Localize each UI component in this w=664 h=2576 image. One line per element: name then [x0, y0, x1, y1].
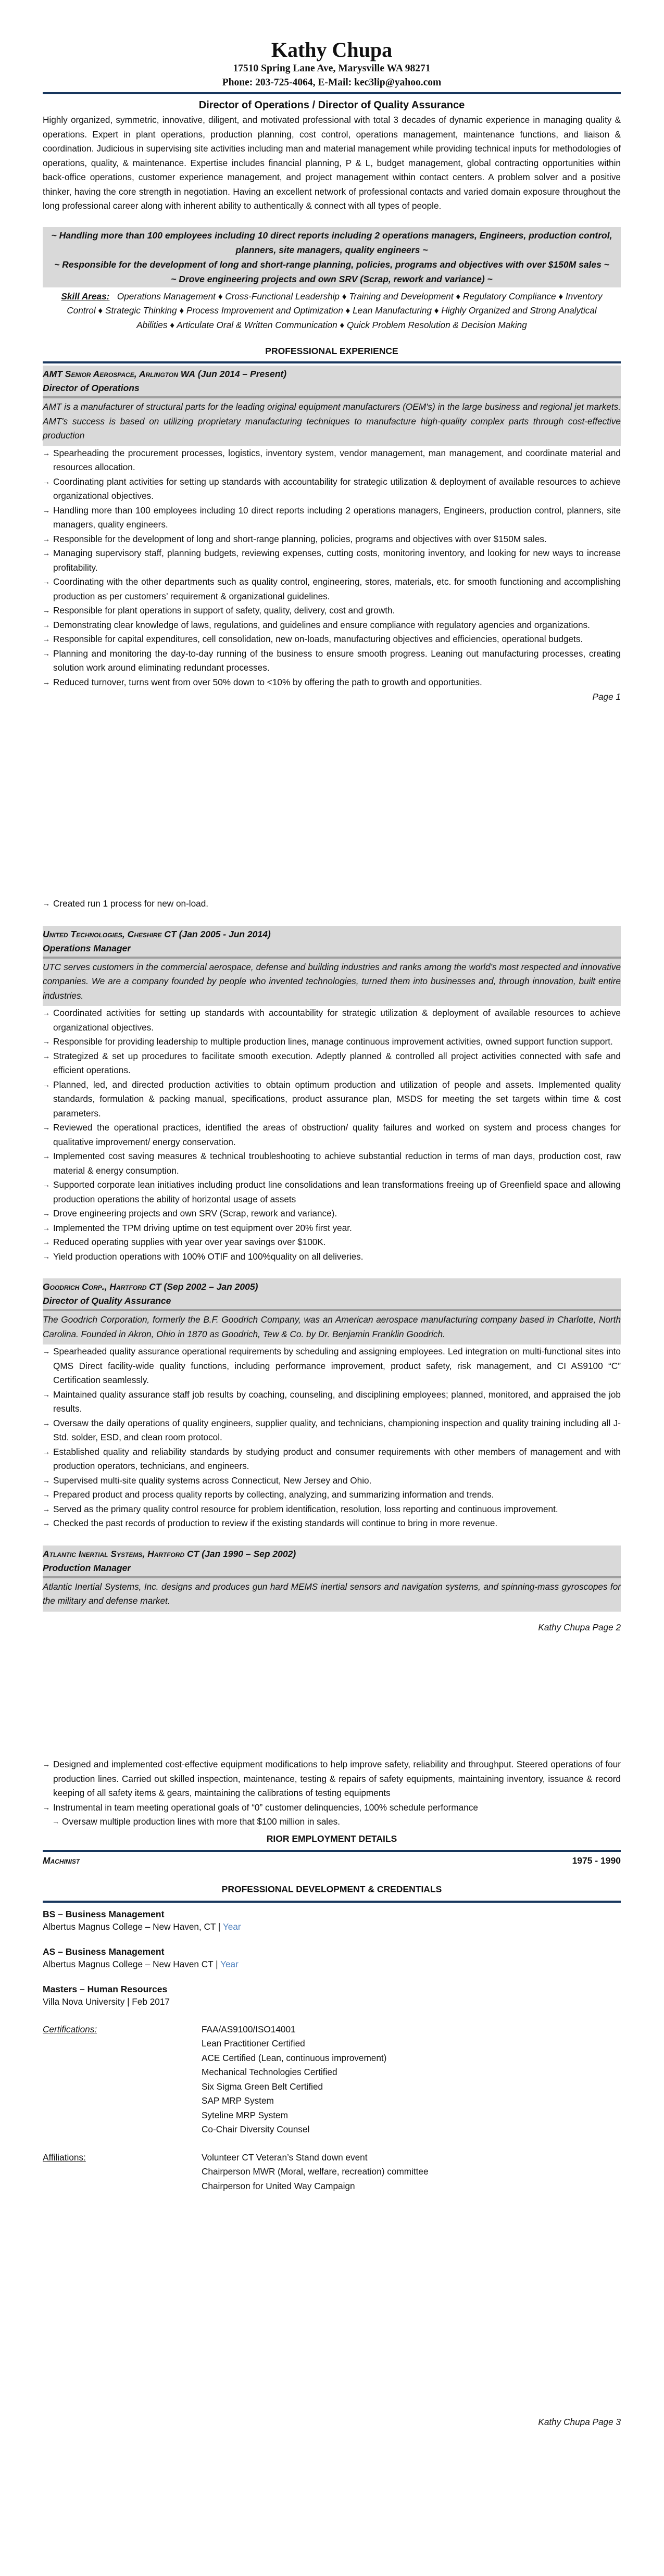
company-line [43, 927, 621, 941]
arrow-icon: → [43, 1390, 50, 1399]
affiliations-label: Affiliations: [43, 2152, 86, 2163]
arrow-icon: → [52, 1817, 59, 1826]
prior-years: 1975 - 1990 [572, 1855, 621, 1866]
bullet-item: → Implemented the TPM driving uptime on test equipment over 20% first year. [43, 1221, 621, 1236]
contact-line: Phone: 203-725-4064, E-Mail: kec3lip@yahoo.com [222, 77, 442, 88]
highlights-box [43, 227, 621, 287]
certification-item: ACE Certified (Lean, continuous improvement) [202, 2052, 387, 2063]
school-line: Villa Nova University | Feb 2017 [43, 1996, 170, 2007]
affiliations-list [202, 2151, 621, 2194]
arrow-icon: → [43, 620, 50, 629]
education-item [43, 1908, 621, 1933]
certifications-block [43, 2022, 621, 2137]
degree-title: AS – Business Management [43, 1946, 165, 1957]
arrow-icon: → [43, 549, 50, 557]
header-divider [43, 92, 621, 94]
arrow-icon: → [43, 1252, 50, 1261]
job-header-goodrich [43, 1278, 621, 1344]
affiliation-item: Chairperson MWR (Moral, welfare, recreation) committee [202, 2166, 429, 2177]
bullet-item: → Yield production operations with 100% OTIF and 100%quality on all deliveries. [43, 1250, 621, 1264]
bullet-item: → Coordinating plant activities for setting up standards with accountability for strategic utilization & deployment of available resources to achieve organizational objectives. [43, 475, 621, 504]
address: 17510 Spring Lane Ave, Marysville WA 98271 [233, 63, 431, 74]
skill-areas [43, 287, 621, 333]
arrow-icon: → [43, 1347, 50, 1355]
certification-item: Co-Chair Diversity Counsel [202, 2124, 310, 2134]
bullet-item: → Oversaw the daily operations of quality engineers, supplier quality, and technicians, championing inspection and quality training including all J-Std. solder, ESD, and clean room protocol. [43, 1416, 621, 1445]
education-item [43, 1945, 621, 1970]
certification-item: Syteline MRP System [202, 2109, 288, 2120]
arrow-icon: → [43, 1238, 50, 1246]
arrow-icon: → [43, 1476, 50, 1485]
job-role: Production Manager [43, 1562, 131, 1573]
bullet-item: → Planning and monitoring the day-to-day running of the business to ensure smooth progress. Leaning out manufacturing processes, creating solution work around eliminating redundant processes. [43, 647, 621, 675]
summary-paragraph: Highly organized, symmetric, innovative, diligent, and motivated professional with total 3 decades of dynamic experience in managing quality & operations. Expert in plant operations, production planning, cost control, operations management, maintenance functions, and liaison & coordination. Judicious in supervising site activities including man and material management while providing technical inputs for methodologies of operations, quality, & maintenance. Expertise includes financial planning, P & L, budget management, global contracting opportunities within back-office operations, customer experience management, and project management within contact centers. A problem solver and a positive thinker, having the core strength in negotiation. Having an excellent network of professional contacts and varied domain exposure throughout the long professional career along with inherent ability to authentically & connect with all types of people. [43, 115, 621, 211]
job-header-divider [43, 1309, 621, 1311]
company-line [43, 1280, 621, 1294]
bullet-item: → Spearheaded quality assurance operational requirements by scheduling and assigning employees. Led integration on multi-functional sites into QMS Direct facility-wide quality functions, including performance improvement, product safety, risk management, and CI AS9100 “C” Certification seamlessly. [43, 1344, 621, 1388]
company-name: Atlantic Inertial Systems, Hartford CT [43, 1548, 199, 1559]
bullet-item: → Responsible for providing leadership to multiple production lines, manage continuous improvement activities, owned support function support. [43, 1035, 621, 1049]
bullet-item: → Prepared product and process quality reports by collecting, analyzing, and summarizing information and trends. [43, 1488, 621, 1502]
bullet-item: → Supported corporate lean initiatives including product line consolidations and lean transformations freeing up of Greenfield space and allowing production operations the ability of horizontal usage of assets [43, 1178, 621, 1207]
education-item [43, 1983, 621, 2008]
job-bullets [43, 1344, 621, 1531]
job-header-amt [43, 366, 621, 446]
arrow-icon: → [43, 1051, 50, 1060]
school-line: Albertus Magnus College – New Haven CT | Year [43, 1958, 239, 1969]
page-footer-1: Page 1 [592, 692, 621, 702]
bullet-item: → Strategized & set up procedures to facilitate smooth execution. Adeptly planned & controlled all project activities connected with safe and efficient operations. [43, 1049, 621, 1078]
page-footer-2: Kathy Chupa Page 2 [538, 1622, 621, 1632]
bullet-item: → Responsible for the development of long and short-range planning, policies, programs and objectives with over $150M sales. [43, 532, 621, 547]
bullet-item: → Demonstrating clear knowledge of laws, regulations, and guidelines and ensure compliance with regulatory agencies and organizations. [43, 618, 621, 633]
job-bullets-continued [43, 897, 621, 911]
arrow-icon: → [43, 1447, 50, 1456]
degree-title: BS – Business Management [43, 1908, 165, 1919]
arrow-icon: → [43, 1490, 50, 1499]
bullet-item: → Maintained quality assurance staff job results by coaching, counseling, and disciplining employees; planned, monitored, and appraised the job results. [43, 1388, 621, 1416]
arrow-icon: → [43, 1009, 50, 1017]
section-title-credentials: PROFESSIONAL DEVELOPMENT & CREDENTIALS [221, 1883, 442, 1894]
job-role: Operations Manager [43, 943, 131, 953]
affiliation-item: Volunteer CT Veteran’s Stand down event [202, 2152, 368, 2163]
arrow-icon: → [43, 477, 50, 486]
section-divider [43, 1901, 621, 1903]
arrow-icon: → [43, 1123, 50, 1132]
job-dates: (Sep 2002 – Jan 2005) [161, 1281, 258, 1292]
certifications-list [202, 2022, 621, 2137]
bullet-item: → Planned, led, and directed production activities to obtain optimum production and utilization of people and assets. Implemented quality standards, formulation & packing manual, specifications, product assurance plan, MSDS for meeting the set targets within time & cost parameters. [43, 1078, 621, 1121]
school-line: Albertus Magnus College – New Haven, CT | Year [43, 1921, 241, 1932]
arrow-icon: → [43, 606, 50, 614]
sub-bullet-item: → Oversaw multiple production lines with more that $100 million in sales. [43, 1815, 621, 1829]
certification-item: Mechanical Technologies Certified [202, 2067, 337, 2077]
bullet-item: → Handling more than 100 employees including 10 direct reports including 2 operations managers, Engineers, production control, planners, site managers, quality engineers. [43, 504, 621, 532]
company-line [43, 1547, 621, 1561]
prior-role: Machinist [43, 1855, 80, 1866]
arrow-icon: → [43, 448, 50, 457]
resume-page-2 [43, 897, 621, 1635]
job-header-divider [43, 1576, 621, 1578]
page-footer-3: Kathy Chupa Page 3 [538, 2417, 621, 2427]
certification-item: FAA/AS9100/ISO14001 [202, 2024, 296, 2034]
arrow-icon: → [43, 649, 50, 658]
bullet-item: → Coordinating with the other departments such as quality control, engineering, stores, materials, etc. for smooth functioning and accomplishing production as per customers’ requirement & organizational guidelines. [43, 575, 621, 604]
bullet-item: → Established quality and reliability standards by studying product and consumer requirements with other members of management and with production operators, technicians, and engineers. [43, 1445, 621, 1474]
highlight-item: ~ Drove engineering projects and own SRV (Scrap, rework and variance) ~ [171, 273, 493, 284]
job-header-atlantic [43, 1545, 621, 1612]
arrow-icon: → [43, 1209, 50, 1217]
company-line [43, 367, 621, 381]
arrow-icon: → [43, 1180, 50, 1189]
section-title-experience: PROFESSIONAL EXPERIENCE [265, 346, 398, 356]
arrow-icon: → [43, 534, 50, 543]
resume-page-1 [43, 0, 621, 704]
arrow-icon: → [43, 1760, 50, 1768]
affiliations-block [43, 2151, 621, 2194]
arrow-icon: → [43, 635, 50, 643]
certification-item: Lean Practitioner Certified [202, 2038, 305, 2049]
highlight-item: ~ Responsible for the development of long and short-range planning, policies, programs and objectives with over $150M sales ~ [54, 259, 609, 270]
arrow-icon: → [43, 899, 50, 908]
bullet-item: → Reduced turnover, turns went from over 50% down to <10% by offering the path to growth and opportunities. [43, 675, 621, 690]
job-dates: (Jan 1990 – Sep 2002) [199, 1548, 296, 1559]
prior-employment-row [43, 1855, 621, 1866]
bullet-item: → Instrumental in team meeting operational goals of “0” customer delinquencies, 100% schedule performance [43, 1801, 621, 1815]
job-role: Director of Operations [43, 383, 140, 393]
arrow-icon: → [43, 1223, 50, 1232]
bullet-item: → Supervised multi-site quality systems across Connecticut, New Jersey and Ohio. [43, 1474, 621, 1488]
arrow-icon: → [43, 1080, 50, 1089]
bullet-item: → Served as the primary quality control resource for problem identification, resolution, loss reporting and continuous improvement. [43, 1502, 621, 1517]
bullet-item: → Managing supervisory staff, planning budgets, reviewing expenses, cutting costs, monitoring inventory, and looking for new ways to increase profitability. [43, 546, 621, 575]
job-bullets [43, 446, 621, 690]
section-title-prior-employment: RIOR EMPLOYMENT DETAILS [266, 1833, 397, 1844]
degree-title: Masters – Human Resources [43, 1983, 168, 1994]
company-description: AMT is a manufacturer of structural parts for the leading original equipment manufacturers (OEM's) in the large business and regional jet markets. AMT's success is based on utilizing proprietary manufacturing techniques to manufacture high-quality complex parts through cost-effective production [43, 401, 621, 441]
year-placeholder: Year [222, 1921, 241, 1932]
job-bullets [43, 1006, 621, 1264]
affiliation-item: Chairperson for United Way Campaign [202, 2180, 355, 2191]
job-header-divider [43, 957, 621, 959]
bullet-item: → Spearheading the procurement processes, logistics, inventory system, vendor management, man management, and coordinate material and resources allocation. [43, 446, 621, 475]
bullet-item: → Responsible for plant operations in support of safety, quality, delivery, cost and growth. [43, 604, 621, 618]
skill-areas-list: Operations Management ♦ Cross-Functional Leadership ♦ Training and Development ♦ Regulatory Compliance ♦ Inventory Control ♦ Strategic Thinking ♦ Process Improvement and Optimization ♦ Lean Manufacturing ♦ Highly Organized and Strong Analytical Abilities ♦ Articulate Oral & Written Communication ♦ Quick Problem Resolution & Decision Making [67, 291, 603, 330]
job-dates: (Jun 2014 – Present) [195, 369, 287, 379]
year-placeholder: Year [220, 1958, 239, 1969]
arrow-icon: → [43, 1037, 50, 1046]
candidate-name: Kathy Chupa [271, 38, 393, 61]
arrow-icon: → [43, 506, 50, 514]
bullet-item: → Reviewed the operational practices, identified the areas of obstruction/ quality failures and worked on system and process changes for qualitative improvement/ energy conservation. [43, 1121, 621, 1149]
job-role: Director of Quality Assurance [43, 1296, 171, 1306]
company-description: Atlantic Inertial Systems, Inc. designs and produces gun hard MEMS inertial sensors and navigation systems, and spinning-mass gyroscopes for the military and defense market. [43, 1581, 621, 1606]
skill-areas-label: Skill Areas: [61, 291, 110, 301]
job-dates: (Jan 2005 - Jun 2014) [176, 928, 271, 939]
highlight-item: ~ Handling more than 100 employees including 10 direct reports including 2 operations managers, Engineers, production control, planners, site managers, quality engineers ~ [51, 230, 612, 255]
company-name: Goodrich Corp., Hartford CT [43, 1281, 161, 1292]
company-name: United Technologies, Cheshire CT [43, 928, 177, 939]
certification-item: Six Sigma Green Belt Certified [202, 2081, 323, 2092]
job-bullets [43, 1757, 621, 1829]
bullet-item: → Implemented cost saving measures & technical troubleshooting to achieve substantial reduction in terms of man days, production cost, raw material & energy consumption. [43, 1149, 621, 1178]
company-name: AMT Senior Aerospace, Arlington WA [43, 369, 195, 379]
bullet-item: → Created run 1 process for new on-load. [43, 897, 621, 911]
arrow-icon: → [43, 1418, 50, 1427]
bullet-item: → Checked the past records of production to review if the existing standards will continue to bring in more revenue. [43, 1516, 621, 1531]
arrow-icon: → [43, 1504, 50, 1513]
arrow-icon: → [43, 577, 50, 586]
section-divider [43, 1850, 621, 1852]
resume-page-3 [43, 1757, 621, 2193]
company-description: The Goodrich Corporation, formerly the B.F. Goodrich Company, was an American aerospace manufacturing company based in Charlotte, North Carolina. Founded in Akron, Ohio in 1870 as Goodrich, Tew & Co. by Dr. Benjamin Franklin Goodrich. [43, 1314, 621, 1339]
arrow-icon: → [43, 677, 50, 686]
job-header-divider [43, 396, 621, 398]
section-divider [43, 361, 621, 363]
bullet-item: → Reduced operating supplies with year over year savings over $100K. [43, 1235, 621, 1250]
certification-item: SAP MRP System [202, 2095, 274, 2106]
arrow-icon: → [43, 1152, 50, 1160]
arrow-icon: → [43, 1803, 50, 1812]
job-header-utc [43, 926, 621, 1007]
arrow-icon: → [43, 1519, 50, 1527]
headline: Director of Operations / Director of Quality Assurance [198, 99, 465, 111]
bullet-item: → Coordinated activities for setting up standards with accountability for strategic utilization & deployment of available resources to achieve organizational objectives. [43, 1006, 621, 1035]
bullet-item: → Responsible for capital expenditures, cell consolidation, new on-loads, manufacturing objectives and efficiencies, operational budgets. [43, 632, 621, 647]
certifications-label: Certifications: [43, 2024, 97, 2034]
bullet-item: → Drove engineering projects and own SRV (Scrap, rework and variance). [43, 1207, 621, 1221]
company-description: UTC serves customers in the commercial aerospace, defense and building industries and ranks among the world’s most respected and innovative companies. We are a company founded by people who invented technologies, turned them into businesses and, through innovation, built entire industries. [43, 961, 621, 1001]
bullet-item: → Designed and implemented cost-effective equipment modifications to help improve safety, reliability and throughput. Steered operations of four production lines. Carried out skilled inspection, maintenance, testing & repairs of safety equipments, maintaining inventory, issuance & record keeping of all safety items & gears, maintaining the calibrations of testing equipments [43, 1757, 621, 1801]
